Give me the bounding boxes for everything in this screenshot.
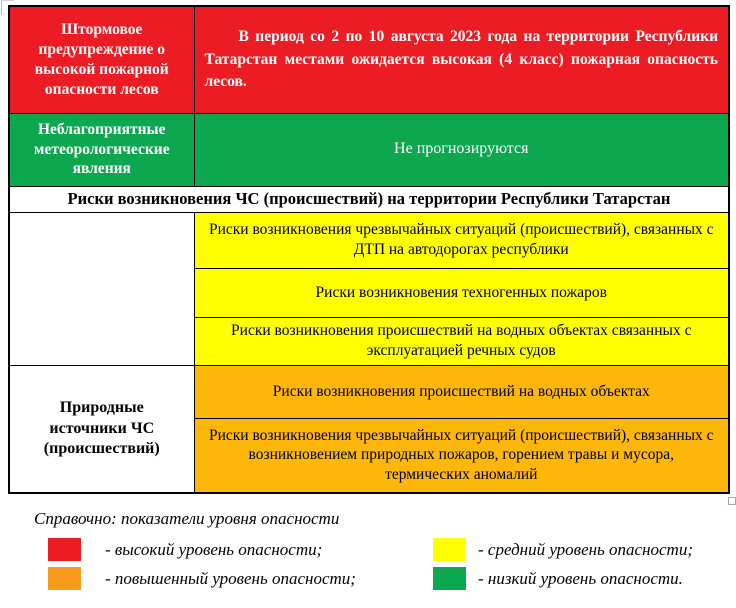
risk-row-water-objects xyxy=(9,365,729,418)
legend-item-medium xyxy=(433,538,693,561)
low-danger-swatch xyxy=(433,567,466,590)
elevated-danger-swatch xyxy=(48,567,81,590)
risk-cell-natural-fires: Риски возникновения чрезвычайных ситуаций (происшествий), связанных с возникновением природных пожаров, горением травы и мусора, термических аномалий xyxy=(194,418,729,493)
hazard-forecast-table xyxy=(8,5,730,494)
elevated-danger-label: - повышенный уровень опасности; xyxy=(105,568,356,588)
medium-danger-swatch xyxy=(433,538,466,561)
legend-item-elevated xyxy=(48,567,385,590)
medium-danger-label: - средний уровень опасности; xyxy=(478,539,693,559)
storm-warning-text: В период со 2 по 10 августа 2023 года на территории Республики Татарстан местами ожидается высокая (4 класс) пожарная опасность лесов. xyxy=(194,6,729,113)
legend-title: Справочно: показатели уровня опасности xyxy=(34,509,340,528)
risk-row-dtp xyxy=(9,212,729,268)
risks-header-row xyxy=(9,186,729,212)
danger-level-legend xyxy=(0,509,736,590)
natural-sources-label: Природные источники ЧС (происшествий) xyxy=(9,365,194,493)
empty-source-cell xyxy=(9,212,194,365)
legend-column-right xyxy=(433,538,693,590)
risk-cell-river-vessels: Риски возникновения происшествий на водных объектах связанных с эксплуатацией речных судов xyxy=(194,317,729,365)
adverse-weather-label: Неблагоприятные метеорологические явления xyxy=(9,113,194,186)
risks-header: Риски возникновения ЧС (происшествий) на территории Республики Татарстан xyxy=(9,186,729,212)
high-danger-label: - высокий уровень опасности; xyxy=(105,539,323,559)
storm-warning-label: Штормовое предупреждение о высокой пожарной опасности лесов xyxy=(9,6,194,113)
risk-cell-water-objects: Риски возникновения происшествий на водных объектах xyxy=(194,365,729,418)
legend-columns xyxy=(0,538,736,590)
legend-item-high xyxy=(48,538,385,561)
high-danger-swatch xyxy=(48,538,81,561)
risk-cell-technogenic-fires: Риски возникновения техногенных пожаров xyxy=(194,268,729,317)
low-danger-label: - низкий уровень опасности. xyxy=(478,568,683,588)
risk-cell-dtp: Риски возникновения чрезвычайных ситуаций (происшествий), связанных с ДТП на автодорогах республики xyxy=(194,212,729,268)
storm-warning-row xyxy=(9,6,729,113)
legend-item-low xyxy=(433,567,693,590)
adverse-weather-value: Не прогнозируются xyxy=(194,113,729,186)
legend-column-left xyxy=(48,538,385,590)
adverse-weather-row xyxy=(9,113,729,186)
table-resize-handle[interactable] xyxy=(728,497,736,505)
